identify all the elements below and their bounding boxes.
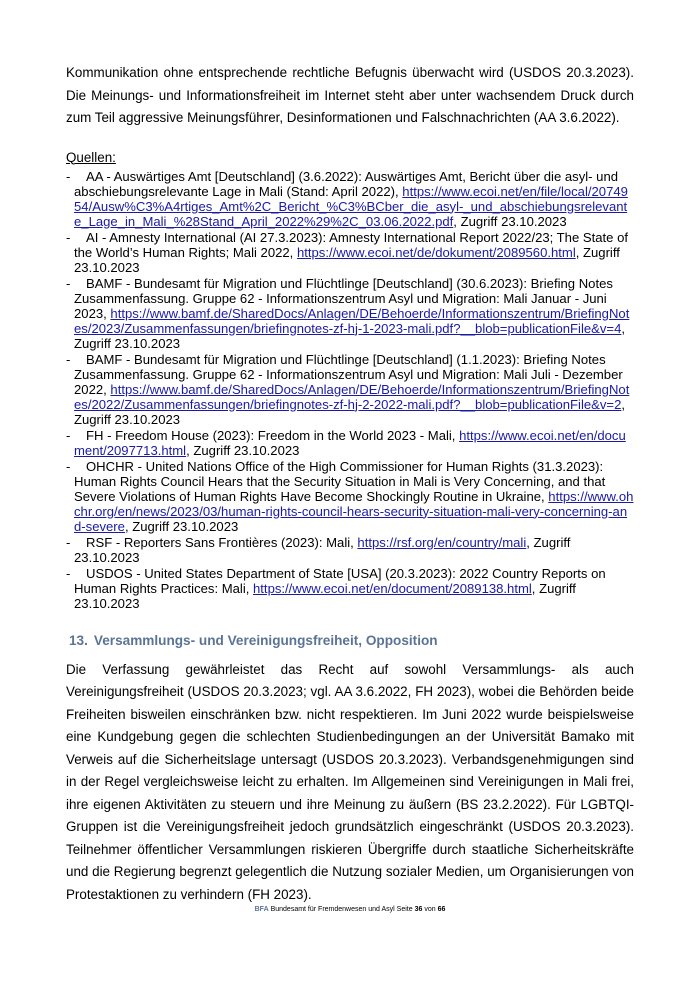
page-footer: [0, 906, 700, 913]
source-text: BAMF - Bundesamt für Migration und Flüchtlinge [Deutschland] (30.6.2023): Briefing Notes Zusammenfassung. Gruppe 62 - Informationszentrum Asyl und Migration: Mali Januar - Juni 2023,: [74, 275, 613, 321]
intro-paragraph: Kommunikation ohne entsprechende rechtliche Befugnis überwacht wird (USDOS 20.3.2023). Die Meinungs- und Informationsfreiheit im Internet steht aber unter wachsendem Druck durch zum Teil aggressive Meinungsführer, Desinformationen und Falschnachrichten (AA 3.6.2022).: [66, 65, 634, 125]
footer-brand: BFA: [254, 906, 269, 913]
footer-page-total: 66: [437, 906, 446, 913]
source-text: AI - Amnesty International (AI 27.3.2023): Amnesty International Report 2022/23; The State of the World’s Human Rights; Mali 2022,: [74, 229, 629, 260]
footer-page-label: Seite: [396, 906, 413, 913]
section-title: Versammlungs- und Vereinigungsfreiheit, Opposition: [93, 632, 438, 648]
section-heading: [69, 632, 634, 649]
source-link[interactable]: https://www.ecoi.net/de/dokument/2089560.html: [296, 244, 576, 260]
sources-list: [66, 169, 634, 611]
source-text: FH - Freedom House (2023): Freedom in the World 2023 - Mali,: [86, 427, 460, 443]
source-suffix: , Zugriff 23.10.2023: [74, 580, 576, 611]
source-item: - BAMF - Bundesamt für Migration und Flüchtlinge [Deutschland] (30.6.2023): Briefing Notes Zusammenfassung. Gruppe 62 - Informationszentrum Asyl und Migration: Mali Januar - Juni 2023, https://www.bamf.de/SharedDocs/Anlagen/DE/Behoerde/Informationszentrum/BriefingNotes/2023/Zusammenfassungen/briefingnotes-zf-hj-1-2023-mali.pdf?__blob=publicationFile&v=4, Zugriff 23.10.2023: [66, 275, 630, 351]
source-link[interactable]: https://rsf.org/en/country/mali: [357, 534, 527, 550]
source-item: - BAMF - Bundesamt für Migration und Flüchtlinge [Deutschland] (1.1.2023): Briefing Notes Zusammenfassung. Gruppe 62 - Informationszentrum Asyl und Migration: Mali Juli - Dezember 2022, https://www.bamf.de/SharedDocs/Anlagen/DE/Behoerde/Informationszentrum/BriefingNotes/2022/Zusammenfassungen/briefingnotes-zf-hj-2-2022-mali.pdf?__blob=publicationFile&v=2, Zugriff 23.10.2023: [66, 351, 630, 427]
source-text: OHCHR - United Nations Office of the High Commissioner for Human Rights (31.3.2023): Human Rights Council Hears that the Security Situation in Mali is Very Concerning, and that Severe Violations of Human Rights Have Become Shockingly Routine in Ukraine,: [74, 458, 606, 504]
footer-page-sep: von: [424, 906, 436, 913]
footer-page-current: 36: [414, 906, 423, 913]
source-text: BAMF - Bundesamt für Migration und Flüchtlinge [Deutschland] (1.1.2023): Briefing Notes Zusammenfassung. Gruppe 62 - Informationszentrum Asyl und Migration: Mali Juli - Dezember 2022,: [74, 351, 623, 397]
source-link[interactable]: https://www.bamf.de/SharedDocs/Anlagen/DE/Behoerde/Informationszentrum/BriefingNotes/2023/Zusammenfassungen/briefingnotes-zf-hj-1-2023-mali.pdf?__blob=publicationFile&v=4: [74, 305, 630, 336]
document-page: [66, 62, 634, 906]
source-text: AA - Auswärtiges Amt [Deutschland] (3.6.2022): Auswärtiges Amt, Bericht über die asyl- und abschiebungsrelevante Lage in Mali (Stand: April 2022),: [74, 168, 619, 199]
source-link[interactable]: https://www.ecoi.net/en/document/2089138.html: [253, 580, 532, 596]
source-suffix: , Zugriff 23.10.2023: [74, 244, 620, 275]
sources-title: Quellen:: [66, 149, 116, 165]
source-item: - AA - Auswärtiges Amt [Deutschland] (3.6.2022): Auswärtiges Amt, Bericht über die asyl- und abschiebungsrelevante Lage in Mali (Stand: April 2022), https://www.ecoi.net/en/file/local/2074954/Ausw%C3%A4rtiges_Amt%2C_Bericht_%C3%BCber_die_asyl-_und_abschiebungsrelevante_Lage_in_Mali_%28Stand_April_2022%29%2C_03.06.2022.pdf, Zugriff 23.10.2023: [66, 168, 628, 229]
source-link[interactable]: https://www.ecoi.net/en/file/local/2074954/Ausw%C3%A4rtiges_Amt%2C_Bericht_%C3%BCber_die_asyl-_und_abschiebungsrelevante_Lage_in_Mali_%28Stand_April_2022%29%2C_03.06.2022.pdf: [74, 183, 628, 229]
section-paragraph: Die Verfassung gewährleistet das Recht auf sowohl Versammlungs- als auch Vereinigungsfreiheit (USDOS 20.3.2023; vgl. AA 3.6.2022, FH 2023), wobei die Behörden beide Freiheiten bisweilen einschränken bzw. nicht respektieren. Im Juni 2022 wurde beispielsweise eine Kundgebung gegen die schlechten Studienbedingungen an der Universität Bamako mit Verweis auf die Sicherheitslage untersagt (USDOS 20.3.2023). Verbandsgenehmigungen sind in der Regel vergleichsweise leicht zu erhalten. Im Allgemeinen sind Vereinigungen in Mali frei, ihre eigenen Aktivitäten zu steuern und ihre Meinung zu äußern (BS 23.2.2022). Für LGBTQI-Gruppen ist die Vereinigungsfreiheit jedoch grundsätzlich eingeschränkt (USDOS 20.3.2023). Teilnehmer öffentlicher Versammlungen riskieren Übergriffe durch staatliche Sicherheitskräfte und die Regierung begrenzt gelegentlich die Nutzung sozialer Medien, um Organisierungen von Protestaktionen zu verhindern (FH 2023).: [66, 661, 634, 902]
source-item: - RSF - Reporters Sans Frontières (2023): Mali, https://rsf.org/en/country/mali, Zugriff 23.10.2023: [66, 534, 571, 565]
source-suffix: , Zugriff 23.10.2023: [124, 518, 239, 534]
source-item: - OHCHR - United Nations Office of the High Commissioner for Human Rights (31.3.2023): Human Rights Council Hears that the Security Situation in Mali is Very Concerning, and that Severe Violations of Human Rights Have Become Shockingly Routine in Ukraine, https://www.ohchr.org/en/news/2023/03/human-rights-council-hears-security-situation-mali-very-concerning-and-severe, Zugriff 23.10.2023: [66, 458, 634, 534]
source-link[interactable]: https://www.ecoi.net/en/document/2097713.html: [74, 427, 626, 458]
source-suffix: , Zugriff 23.10.2023: [74, 534, 571, 565]
source-item: - AI - Amnesty International (AI 27.3.2023): Amnesty International Report 2022/23; The State of the World’s Human Rights; Mali 2022, https://www.ecoi.net/de/dokument/2089560.html, Zugriff 23.10.2023: [66, 229, 629, 275]
source-text: USDOS - United States Department of State [USA] (20.3.2023): 2022 Country Reports on Human Rights Practices: Mali,: [74, 565, 606, 596]
source-suffix: , Zugriff 23.10.2023: [186, 442, 300, 458]
source-suffix: , Zugriff 23.10.2023: [453, 213, 567, 229]
source-link[interactable]: https://www.bamf.de/SharedDocs/Anlagen/DE/Behoerde/Informationszentrum/BriefingNotes/2022/Zusammenfassungen/briefingnotes-zf-hj-2-2022-mali.pdf?__blob=publicationFile&v=2: [74, 381, 630, 412]
source-item: - USDOS - United States Department of State [USA] (20.3.2023): 2022 Country Reports on Human Rights Practices: Mali, https://www.ecoi.net/en/document/2089138.html, Zugriff 23.10.2023: [66, 565, 606, 611]
source-link[interactable]: https://www.ohchr.org/en/news/2023/03/human-rights-council-hears-security-situation-mali-very-concerning-and-severe: [74, 488, 634, 534]
section-number: 13.: [69, 632, 88, 648]
source-suffix: , Zugriff 23.10.2023: [74, 320, 625, 351]
source-item: - FH - Freedom House (2023): Freedom in the World 2023 - Mali, https://www.ecoi.net/en/document/2097713.html, Zugriff 23.10.2023: [66, 427, 626, 458]
footer-org: Bundesamt für Fremdenwesen und Asyl: [270, 906, 395, 913]
source-suffix: , Zugriff 23.10.2023: [74, 396, 625, 427]
source-text: RSF - Reporters Sans Frontières (2023): Mali,: [86, 534, 358, 550]
